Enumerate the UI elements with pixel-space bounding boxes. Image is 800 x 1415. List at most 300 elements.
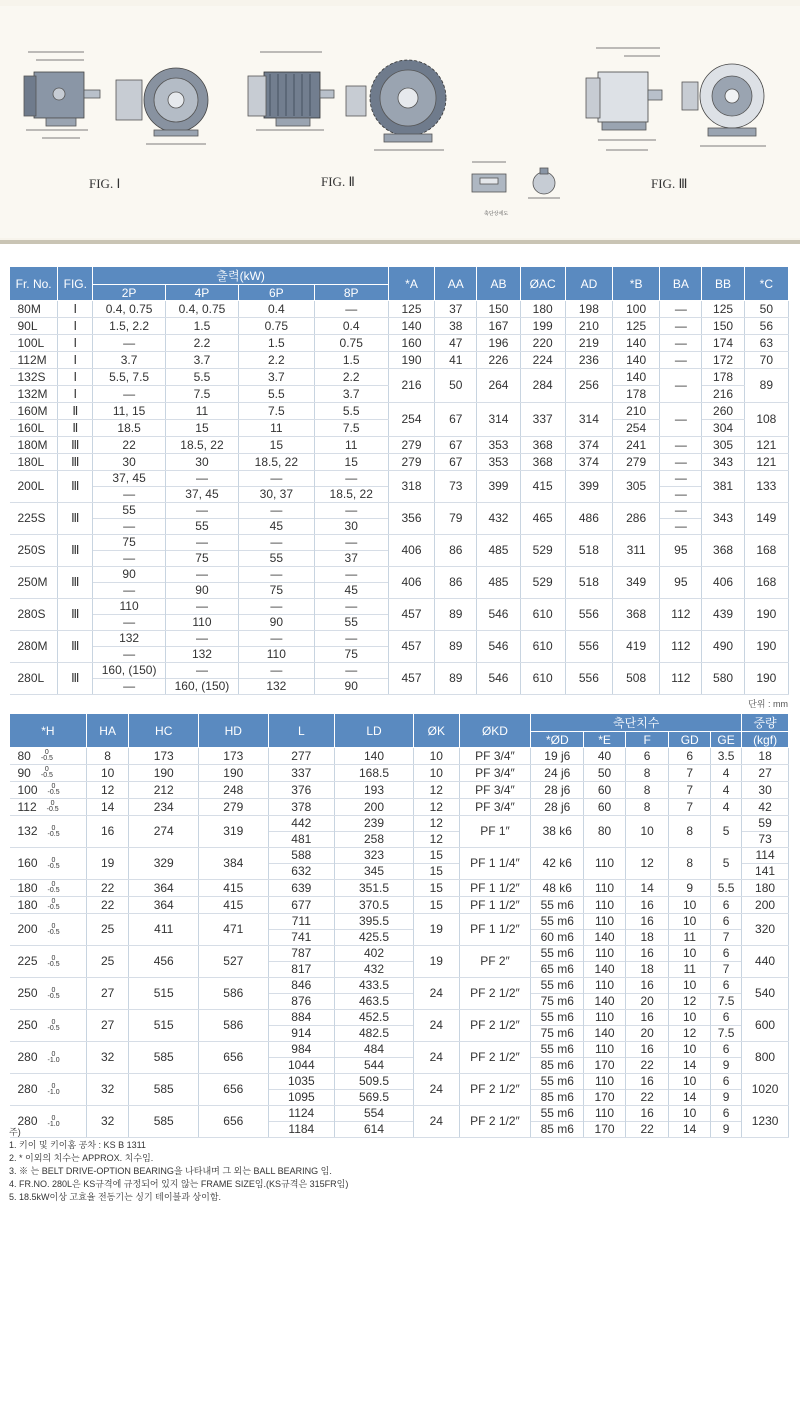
cell-line: 10 — [683, 1042, 697, 1056]
table-cell — [93, 503, 165, 535]
cell-line: 452.5 — [358, 1010, 390, 1024]
table-cell: PF 2 1/2″ — [459, 1042, 531, 1074]
table-cell — [413, 1042, 459, 1074]
cell-line: 45 — [239, 518, 313, 534]
table-cell — [742, 799, 789, 816]
table-cell: — — [660, 403, 702, 437]
table-cell — [335, 1042, 414, 1074]
height-value: 180 — [17, 880, 38, 895]
table-cell: 1.5, 2.2 — [93, 318, 165, 335]
height-cell — [10, 848, 87, 880]
fig-no: Ⅰ — [58, 386, 93, 403]
cell-line: — — [93, 550, 164, 566]
table-cell — [531, 914, 584, 946]
table-cell: 610 — [520, 599, 565, 631]
col-B: *B — [613, 267, 660, 301]
tolerance-lower: -0.5 — [47, 887, 60, 895]
cell-line: 10 — [429, 748, 443, 763]
cell-line: 18 — [626, 961, 669, 977]
table-cell — [660, 471, 702, 503]
tolerance-lower: -0.5 — [40, 772, 53, 780]
table-cell — [710, 1042, 741, 1074]
cell-line: 22 — [626, 1121, 669, 1137]
table-cell: 133 — [744, 471, 788, 503]
table-cell: 37 — [435, 301, 477, 318]
cell-line: 18.5, 22 — [315, 486, 388, 502]
table-cell — [710, 1106, 741, 1138]
table-cell — [584, 897, 626, 914]
height-value: 250 — [17, 986, 38, 1000]
table-cell — [584, 914, 626, 946]
table-cell: 353 — [477, 437, 520, 454]
cell-line: 180 — [755, 880, 776, 895]
table-row — [10, 352, 789, 369]
table-cell — [625, 816, 669, 848]
height-cell — [10, 782, 87, 799]
table-cell: 515 — [129, 1010, 199, 1042]
table-cell: — — [660, 369, 702, 403]
cell-line: 112 — [671, 639, 691, 653]
cell-line: — — [195, 663, 208, 677]
table-cell: 5.5 — [314, 403, 388, 420]
cell-line: 433.5 — [358, 978, 390, 992]
table-cell — [335, 848, 414, 880]
table-cell: 168 — [744, 535, 788, 567]
cell-line: 1095 — [269, 1089, 334, 1105]
cell-line: 984 — [291, 1042, 312, 1056]
cell-line: 170 — [584, 1057, 625, 1073]
table-cell: 0.4, 0.75 — [93, 301, 165, 318]
table-cell: 415 — [199, 897, 269, 914]
table-cell: 38 — [435, 318, 477, 335]
table-cell — [625, 946, 669, 978]
cell-line: 59 — [758, 816, 772, 830]
tolerance-upper: 0 — [51, 856, 56, 864]
table-cell: 7.5 — [165, 386, 238, 403]
tolerance-lower: -1.0 — [47, 1120, 60, 1128]
table-row — [10, 301, 789, 318]
table-cell — [335, 978, 414, 1010]
cell-line: 12 — [669, 1025, 710, 1041]
cell-line: 370.5 — [358, 897, 390, 912]
table-cell: — — [660, 352, 702, 369]
frame-no: 100L — [10, 335, 58, 352]
cell-line: 10 — [683, 978, 697, 992]
cell-line: 6 — [722, 946, 730, 960]
table-cell: 226 — [477, 352, 520, 369]
cell-line: 14 — [669, 1057, 710, 1073]
tolerance-upper: 0 — [51, 986, 56, 994]
table-cell — [660, 535, 702, 567]
height-tolerance — [48, 1052, 60, 1064]
cell-line: 18 — [758, 748, 772, 763]
cell-line: 482.5 — [335, 1025, 413, 1041]
table-cell — [625, 799, 669, 816]
cell-line: 588 — [291, 848, 312, 862]
table-cell: 41 — [435, 352, 477, 369]
table-cell: 178 — [613, 386, 660, 403]
height-tolerance — [41, 750, 53, 762]
table-cell: — — [660, 335, 702, 352]
notes-title: 주) — [9, 1127, 21, 1137]
cell-line: 14 — [669, 1089, 710, 1105]
cell-line: — — [93, 614, 164, 630]
table-cell — [239, 471, 314, 503]
note-3: 3. ※ 는 BELT DRIVE-OPTION BEARING을 나타내며 그 외는 BALL BEARING 임. — [9, 1166, 332, 1176]
table-cell: 121 — [744, 437, 788, 454]
height-tolerance — [48, 784, 60, 796]
cell-line: 140 — [584, 993, 625, 1009]
tolerance-upper: 0 — [51, 1050, 56, 1058]
table-cell: 279 — [613, 454, 660, 471]
table-row — [10, 631, 789, 663]
cell-line: 1124 — [288, 1106, 315, 1120]
cell-line: — — [345, 663, 358, 677]
table-cell: 25 — [86, 946, 129, 978]
table-cell: 22 — [86, 880, 129, 897]
table-cell — [710, 914, 741, 946]
table-cell: PF 1″ — [459, 816, 531, 848]
cell-line: 6 — [686, 748, 694, 763]
cell-line: 15 — [414, 863, 459, 879]
cell-line: 7 — [711, 961, 741, 977]
table-cell: 216 — [702, 386, 744, 403]
cell-line: 90 — [122, 567, 136, 581]
table-cell: 32 — [86, 1042, 129, 1074]
table-cell — [531, 946, 584, 978]
fig-no: Ⅲ — [58, 599, 93, 631]
cell-line: 200 — [755, 897, 776, 912]
table-cell — [413, 848, 459, 880]
cell-line: 85 m6 — [531, 1089, 583, 1105]
tolerance-upper: 0 — [51, 881, 56, 889]
table-cell: 343 — [702, 454, 744, 471]
cell-line: 15 — [429, 848, 443, 862]
cell-line: 90 — [166, 582, 238, 598]
table-cell — [335, 816, 414, 848]
table-cell: 284 — [520, 369, 565, 403]
cell-line: 239 — [363, 816, 385, 830]
col-BA: BA — [660, 267, 702, 301]
cell-line: 85 m6 — [531, 1121, 583, 1137]
table-cell — [531, 748, 584, 765]
table-cell — [335, 1010, 414, 1042]
cell-line: 12 — [669, 993, 710, 1009]
table-cell: 190 — [388, 352, 434, 369]
table-cell: 465 — [520, 503, 565, 535]
cell-line: 345 — [335, 863, 413, 879]
table-cell: 15 — [314, 454, 388, 471]
col-AD: AD — [565, 267, 612, 301]
cell-line: 168.5 — [358, 765, 390, 780]
cell-line: 20 — [626, 1025, 669, 1041]
table-cell: 556 — [565, 631, 612, 663]
fig-no: Ⅲ — [58, 663, 93, 695]
table-cell — [335, 765, 414, 782]
cell-line: 677 — [291, 897, 312, 912]
table-cell: 22 — [86, 897, 129, 914]
table-cell — [669, 782, 711, 799]
table-cell — [335, 880, 414, 897]
table-row — [10, 454, 789, 471]
table-cell: 0.75 — [314, 335, 388, 352]
cell-line: 55 m6 — [540, 1074, 574, 1088]
cell-line: 817 — [269, 961, 334, 977]
cell-line: 8 — [643, 782, 651, 797]
table-cell — [625, 848, 669, 880]
cell-line: 7 — [686, 765, 694, 780]
table-cell: 190 — [199, 765, 269, 782]
table-cell — [710, 897, 741, 914]
table-cell — [669, 848, 711, 880]
table-cell: 264 — [477, 369, 520, 403]
cell-line: — — [93, 486, 164, 502]
table-cell: 248 — [199, 782, 269, 799]
table-cell: 198 — [565, 301, 612, 318]
fig3-label: FIG. Ⅲ — [651, 176, 688, 191]
table-cell — [669, 799, 711, 816]
cell-line: 19 — [429, 954, 443, 968]
table-cell — [742, 897, 789, 914]
table-cell: 160 — [388, 335, 434, 352]
table-cell: 100 — [613, 301, 660, 318]
table-cell — [239, 663, 314, 695]
table-cell — [742, 765, 789, 782]
cell-line: 22 — [626, 1089, 669, 1105]
note-1: 1. 키이 및 키이홈 공차 : KS B 1311 — [9, 1140, 146, 1150]
cell-line: 378 — [291, 799, 312, 814]
frame-no: 280S — [10, 599, 58, 631]
table-cell — [413, 799, 459, 816]
table-cell — [742, 1074, 789, 1106]
table-cell: 50 — [435, 369, 477, 403]
table-cell — [584, 848, 626, 880]
table-cell: 374 — [565, 454, 612, 471]
col-F: F — [625, 732, 669, 748]
table-cell: 32 — [86, 1074, 129, 1106]
cell-line: 110 — [594, 1010, 615, 1024]
table-cell: 457 — [388, 663, 434, 695]
fig2-label: FIG. Ⅱ — [321, 174, 355, 189]
frame-no: 132M — [10, 386, 58, 403]
table-cell: 56 — [744, 318, 788, 335]
frame-no: 132S — [10, 369, 58, 386]
cell-line: 140 — [584, 929, 625, 945]
cell-line: 5 — [722, 824, 730, 838]
cell-line: 55 — [122, 503, 136, 517]
cell-line: 55 m6 — [540, 1010, 574, 1024]
table-cell — [268, 914, 334, 946]
col-K: ØK — [413, 714, 459, 748]
table-cell: 3.7 — [314, 386, 388, 403]
cell-line: 7 — [686, 782, 694, 797]
cell-line: 75 — [315, 646, 388, 662]
table-cell — [268, 978, 334, 1010]
cell-line: 6 — [722, 978, 730, 992]
frame-no: 160L — [10, 420, 58, 437]
cell-line: 24 — [429, 1050, 443, 1064]
cell-line: 90 — [315, 678, 388, 694]
fig-no: Ⅲ — [58, 631, 93, 663]
table-row — [10, 1010, 789, 1042]
table-cell — [413, 897, 459, 914]
table-cell: — — [660, 454, 702, 471]
height-tolerance — [41, 767, 53, 779]
table-cell: 125 — [613, 318, 660, 335]
cell-line: 10 — [683, 914, 697, 928]
fig-no: Ⅰ — [58, 335, 93, 352]
table-cell — [625, 978, 669, 1010]
cell-line: 24 — [429, 1018, 443, 1032]
table-cell: 349 — [613, 567, 660, 599]
cell-line: 509.5 — [358, 1074, 390, 1088]
note-4: 4. FR.NO. 280L은 KS규격에 규정되어 있지 않는 FRAME SIZE임.(KS규격은 315FR임) — [9, 1179, 349, 1189]
table-cell: 73 — [435, 471, 477, 503]
table-cell: 529 — [520, 535, 565, 567]
cell-line: 160, (150) — [101, 663, 157, 677]
table-cell: 18.5 — [93, 420, 165, 437]
frame-no: 280M — [10, 631, 58, 663]
table-cell: 527 — [199, 946, 269, 978]
table-cell: 314 — [477, 403, 520, 437]
table-cell: 471 — [199, 914, 269, 946]
cell-line: 1184 — [269, 1121, 334, 1137]
table-cell — [742, 914, 789, 946]
cell-line: 10 — [683, 1010, 697, 1024]
cell-line: 846 — [291, 978, 312, 992]
height-tolerance — [48, 1020, 60, 1032]
table-cell: 173 — [129, 748, 199, 765]
cell-line: 160, (150) — [166, 678, 238, 694]
table-cell — [584, 799, 626, 816]
table-cell: 546 — [477, 599, 520, 631]
table-cell: 314 — [565, 403, 612, 437]
table-cell: 167 — [477, 318, 520, 335]
table-cell — [625, 880, 669, 897]
table-cell — [268, 848, 334, 880]
cell-line: 75 — [122, 535, 136, 549]
table-cell: PF 3/4″ — [459, 748, 531, 765]
table-cell — [625, 782, 669, 799]
cell-line: 10 — [683, 1074, 697, 1088]
table-cell — [584, 1106, 626, 1138]
frame-no: 180M — [10, 437, 58, 454]
cell-line: 7.5 — [711, 1025, 741, 1041]
col-A: *A — [388, 267, 434, 301]
height-tolerance — [48, 988, 60, 1000]
height-cell — [10, 880, 87, 897]
cell-line: 200 — [363, 799, 385, 814]
table-cell — [660, 663, 702, 695]
cell-line: 9 — [711, 1057, 741, 1073]
table-cell — [584, 748, 626, 765]
table-cell: 305 — [702, 437, 744, 454]
table-cell: 415 — [199, 880, 269, 897]
cell-line: 6 — [722, 897, 730, 912]
fig2-side-view-drawing — [238, 46, 338, 150]
cell-line: 12 — [414, 831, 459, 847]
tolerance-upper: 0 — [51, 954, 56, 962]
table-cell: 121 — [744, 454, 788, 471]
table-cell: 125 — [702, 301, 744, 318]
table-cell: 656 — [199, 1042, 269, 1074]
cell-line: 48 k6 — [542, 880, 572, 895]
table-row — [10, 1074, 789, 1106]
cell-line: 6 — [722, 1074, 730, 1088]
height-tolerance — [48, 826, 60, 838]
tolerance-lower: -0.5 — [47, 992, 60, 1000]
table-cell: 0.75 — [239, 318, 314, 335]
table-cell: 368 — [520, 454, 565, 471]
tolerance-upper: 0 — [51, 1114, 56, 1122]
table-cell — [660, 631, 702, 663]
table-cell — [710, 848, 741, 880]
tolerance-lower: -0.5 — [46, 806, 59, 814]
cell-line: 632 — [269, 863, 334, 879]
table-cell: 439 — [702, 599, 744, 631]
cell-line: 15 — [429, 880, 443, 895]
table-cell — [669, 946, 711, 978]
table-cell — [268, 1042, 334, 1074]
cell-line: 11 — [669, 929, 710, 945]
shaft-detail-caption: 축단상세도 — [484, 211, 509, 217]
cell-line: 141 — [742, 863, 788, 879]
table-cell: 311 — [613, 535, 660, 567]
table-cell: 8 — [86, 748, 129, 765]
cell-line: 16 — [640, 946, 654, 960]
table-cell — [710, 880, 741, 897]
table-cell — [314, 663, 388, 695]
cell-line: 4 — [722, 782, 730, 797]
cell-line: 95 — [674, 543, 688, 557]
cell-line: 402 — [363, 946, 385, 960]
table-cell — [531, 782, 584, 799]
cell-line: 55 m6 — [540, 1042, 574, 1056]
table-cell: 368 — [613, 599, 660, 631]
table-cell — [239, 535, 314, 567]
height-value: 160 — [17, 856, 38, 870]
cell-line: 55 m6 — [540, 1106, 574, 1120]
cell-line: 140 — [584, 1025, 625, 1041]
table-cell: 11 — [314, 437, 388, 454]
cell-line: — — [345, 567, 358, 581]
table-cell — [268, 1074, 334, 1106]
table-cell — [93, 663, 165, 695]
height-tolerance — [48, 858, 60, 870]
table-cell: 406 — [388, 567, 434, 599]
table-cell: 518 — [565, 567, 612, 599]
table-cell: 515 — [129, 978, 199, 1010]
tolerance-lower: -1.0 — [47, 1088, 60, 1096]
table-cell: 140 — [388, 318, 434, 335]
tolerance-upper: 0 — [51, 1082, 56, 1090]
table-cell: 220 — [520, 335, 565, 352]
cell-line: 10 — [683, 946, 697, 960]
table-cell: 457 — [388, 599, 434, 631]
table-cell: 0.4, 0.75 — [165, 301, 238, 318]
table-cell — [335, 748, 414, 765]
height-tolerance — [48, 924, 60, 936]
table-cell — [584, 1074, 626, 1106]
table-cell: 30 — [93, 454, 165, 471]
cell-line: 4 — [722, 765, 730, 780]
tolerance-upper: 0 — [51, 922, 56, 930]
table-cell: 304 — [702, 420, 744, 437]
table-cell — [742, 848, 789, 880]
cell-line: 12 — [640, 856, 654, 870]
cell-line: 351.5 — [358, 880, 390, 895]
cell-line: 544 — [335, 1057, 413, 1073]
